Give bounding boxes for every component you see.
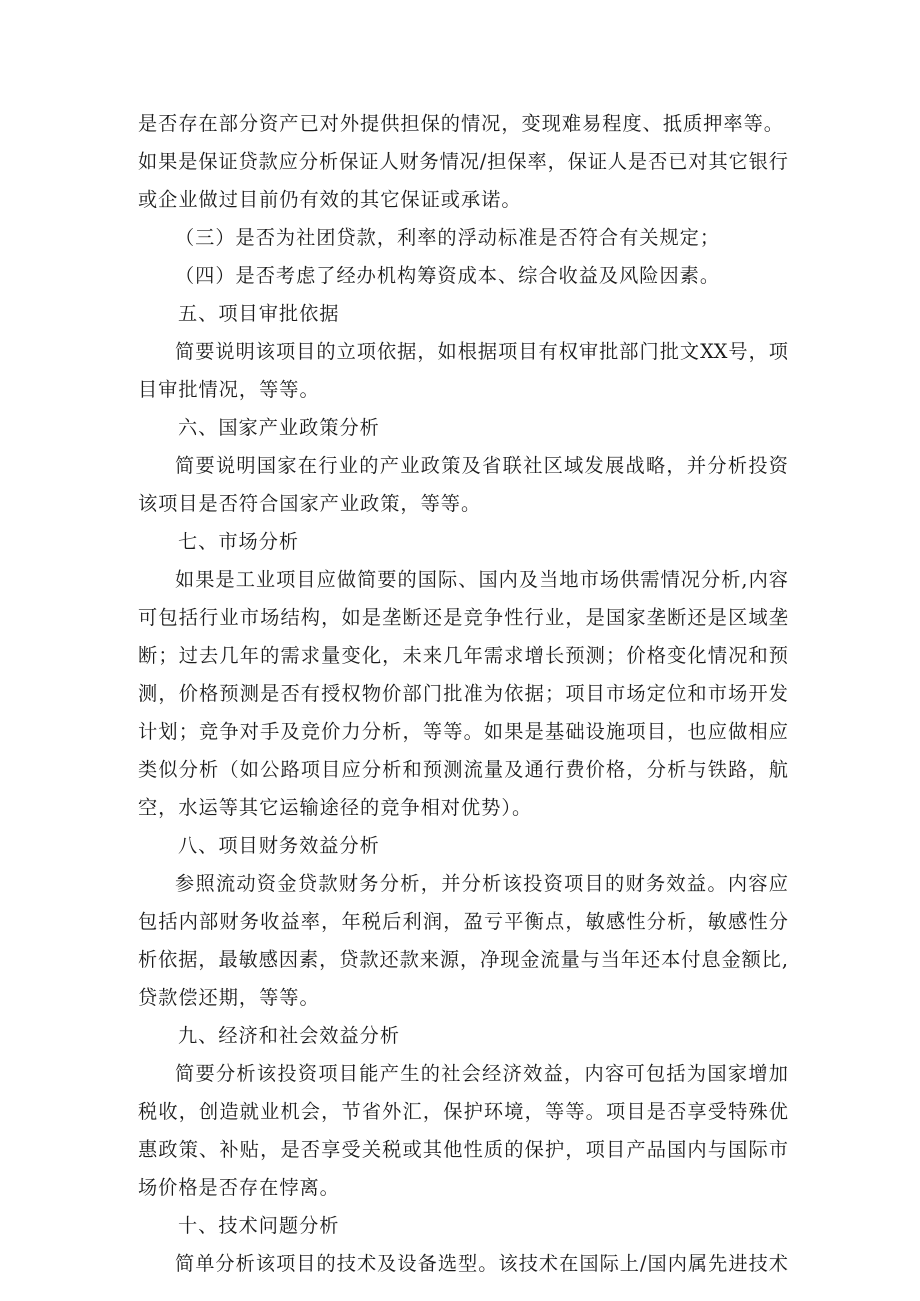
paragraph-line: 可包括行业市场结构，如是垄断还是竞争性行业，是国家垄断还是区域垄 [138,606,788,629]
paragraph-line: 目审批情况，等等。 [138,378,320,401]
section-heading-10: 十、技术问题分析 [178,1214,340,1237]
paragraph-line: 贷款偿还期，等等。 [138,986,320,1009]
paragraph-line: 断；过去几年的需求量变化，未来几年需求增长预测；价格变化情况和预 [138,644,788,667]
paragraph-line: 简要说明该项目的立项依据，如根据项目有权审批部门批文XX号，项 [175,340,788,363]
list-item-4: （四）是否考虑了经办机构筹资成本、综合收益及风险因素。 [175,264,721,287]
paragraph-line: 如果是工业项目应做简要的国际、国内及当地市场供需情况分析,内容 [175,568,788,591]
section-heading-9: 九、经济和社会效益分析 [178,1024,401,1047]
paragraph-line: 场价格是否存在悖离。 [138,1176,340,1199]
section-heading-6: 六、国家产业政策分析 [178,416,380,439]
paragraph-line: 惠政策、补贴，是否享受关税或其他性质的保护，项目产品国内与国际市 [138,1138,788,1161]
paragraph-line: 简单分析该项目的技术及设备选型。该技术在国际上/国内属先进技术 [175,1252,788,1275]
paragraph-line: 测，价格预测是否有授权物价部门批准为依据；项目市场定位和市场开发 [138,682,788,705]
section-heading-8: 八、项目财务效益分析 [178,834,380,857]
paragraph-line: 如果是保证贷款应分析保证人财务情况/担保率，保证人是否已对其它银行 [138,150,788,173]
list-item-3: （三）是否为社团贷款，利率的浮动标准是否符合有关规定； [175,226,721,249]
paragraph-line: 析依据，最敏感因素，贷款还款来源，净现金流量与当年还本付息金额比, [138,948,788,971]
paragraph-line: 参照流动资金贷款财务分析，并分析该投资项目的财务效益。内容应 [175,872,788,895]
paragraph-line: 空，水运等其它运输途径的竞争相对优势）。 [138,796,533,819]
section-heading-7: 七、市场分析 [178,530,300,553]
paragraph-line: 或企业做过目前仍有效的其它保证或承诺。 [138,188,522,211]
paragraph-line: 包括内部财务收益率，年税后利润，盈亏平衡点，敏感性分析，敏感性分 [138,910,788,933]
paragraph-line: 计划；竞争对手及竞价力分析，等等。如果是基础设施项目，也应做相应 [138,720,788,743]
paragraph-line: 税收，创造就业机会，节省外汇，保护环境，等等。项目是否享受特殊优 [138,1100,788,1123]
paragraph-line: 该项目是否符合国家产业政策，等等。 [138,492,482,515]
paragraph-line: 简要说明国家在行业的产业政策及省联社区域发展战略，并分析投资 [175,454,788,477]
paragraph-line: 简要分析该投资项目能产生的社会经济效益，内容可包括为国家增加 [175,1062,788,1085]
document-page [138,105,788,1283]
paragraph-line: 类似分析（如公路项目应分析和预测流量及通行费价格，分析与铁路，航 [138,758,788,781]
paragraph-line: 是否存在部分资产已对外提供担保的情况，变现难易程度、抵质押率等。 [138,112,784,135]
section-heading-5: 五、项目审批依据 [178,302,340,325]
